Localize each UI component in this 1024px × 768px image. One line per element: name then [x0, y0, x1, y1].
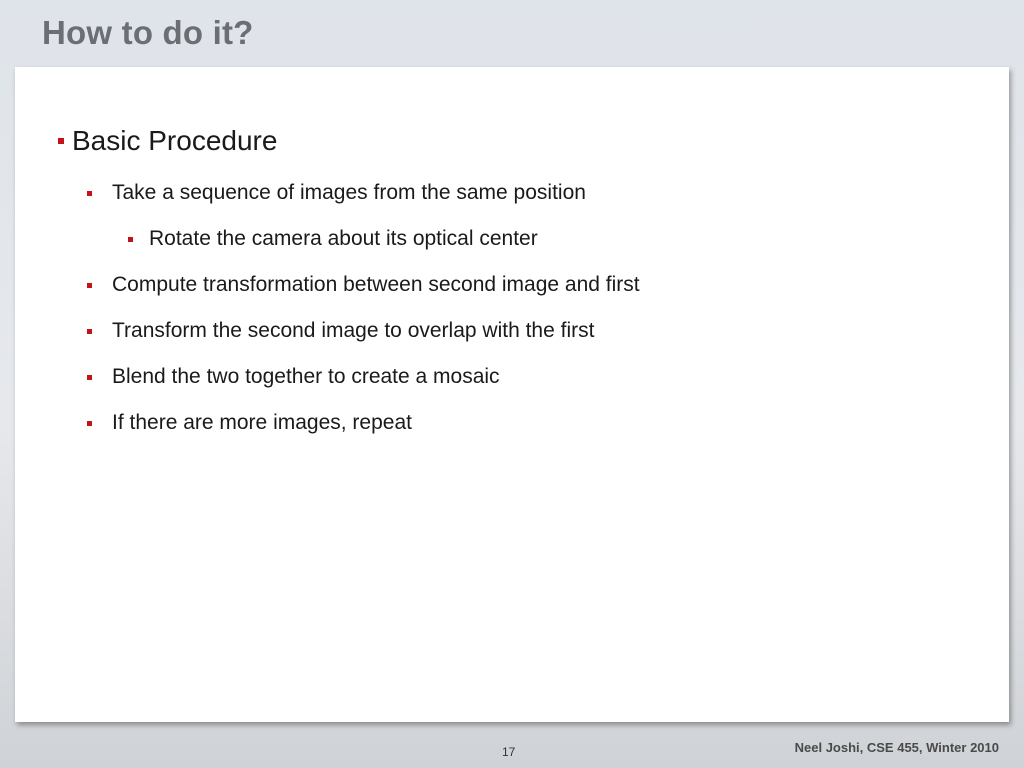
square-bullet-icon	[87, 375, 92, 380]
bullet-compute-transformation	[112, 273, 640, 297]
square-bullet-icon	[87, 421, 92, 426]
bullet-text: Compute transformation between second image and first	[112, 273, 640, 296]
bullet-rotate-camera	[149, 227, 538, 251]
square-bullet-icon	[87, 329, 92, 334]
square-bullet-icon	[128, 237, 133, 242]
square-bullet-icon	[87, 283, 92, 288]
bullet-repeat	[112, 411, 412, 435]
slide-title: How to do it?	[42, 14, 254, 51]
bullet-text: Blend the two together to create a mosaic	[112, 365, 500, 388]
bullet-text: If there are more images, repeat	[112, 411, 412, 434]
bullet-text: Rotate the camera about its optical center	[149, 227, 538, 250]
bullet-text: Basic Procedure	[72, 125, 278, 156]
footer-credit: Neel Joshi, CSE 455, Winter 2010	[794, 740, 999, 755]
bullet-text: Transform the second image to overlap with the first	[112, 319, 595, 342]
page-number: 17	[502, 745, 516, 759]
bullet-blend-mosaic	[112, 365, 500, 389]
square-bullet-icon	[87, 191, 92, 196]
square-bullet-icon	[58, 138, 64, 144]
bullet-basic-procedure	[72, 125, 277, 157]
bullet-take-sequence	[112, 181, 586, 205]
bullet-text: Take a sequence of images from the same position	[112, 181, 586, 204]
content-panel	[15, 67, 1009, 722]
bullet-transform-overlap	[112, 319, 594, 343]
